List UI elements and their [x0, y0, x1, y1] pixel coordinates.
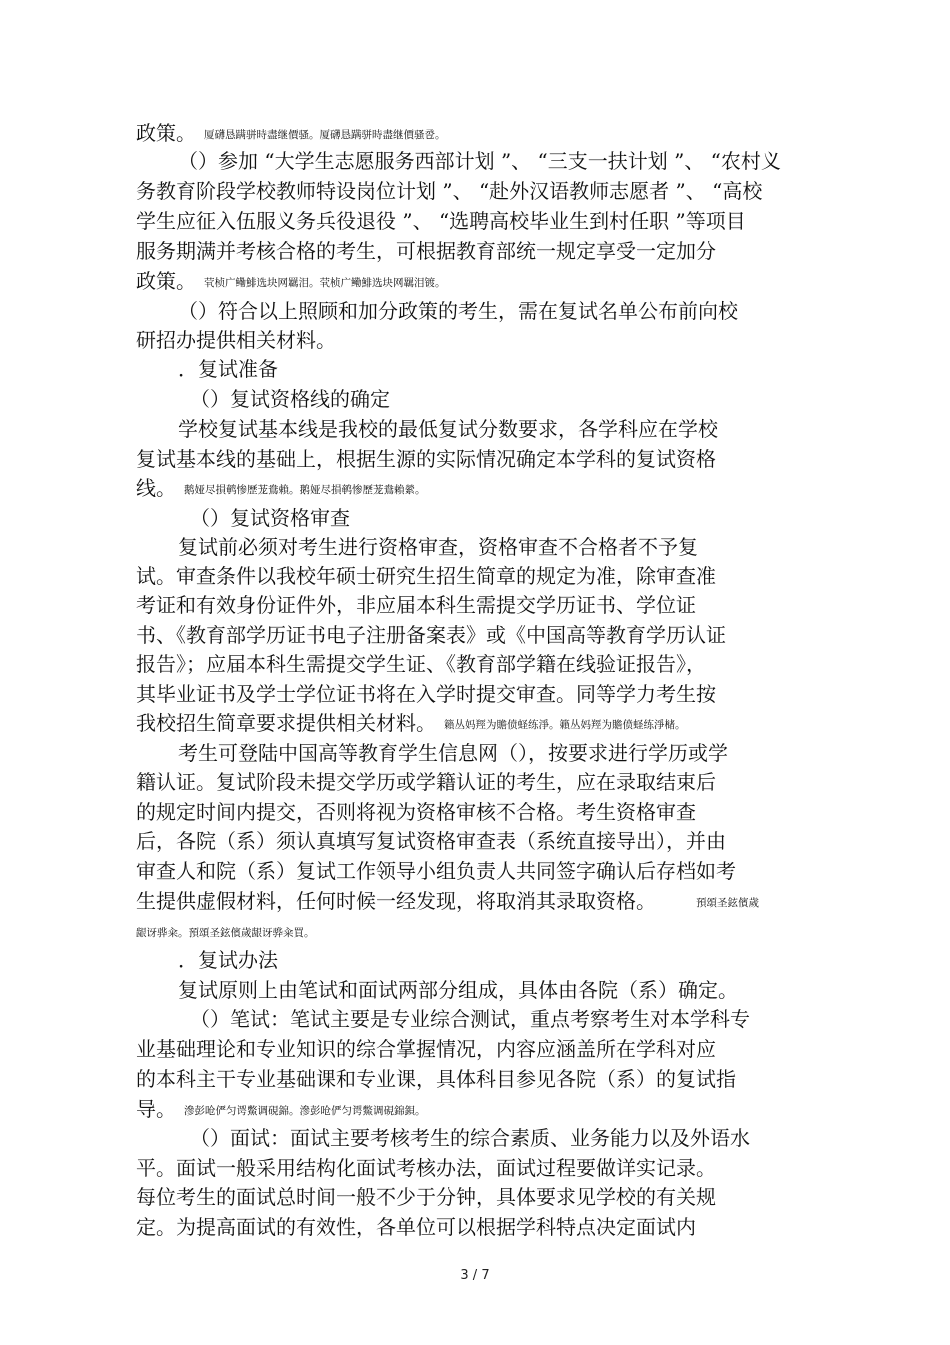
line-text: 学生应征入伍服义务兵役退役 ”、 “选聘高校毕业生到村任职 ”等项目: [136, 209, 746, 233]
text-line: [136, 622, 816, 648]
text-line: [136, 120, 816, 148]
text-line: [136, 1096, 816, 1124]
page-number: 3 / 7: [460, 1268, 490, 1283]
text-line: [136, 799, 816, 825]
line-text: 复试前必须对考生进行资格审查，资格审查不合格者不予复: [178, 535, 698, 559]
text-line: [136, 918, 816, 946]
line-text: 审查人和院（系）复试工作领导小组负责人共同签字确认后存档如考: [136, 859, 736, 883]
line-text: 学校复试基本线是我校的最低复试分数要求，各学科应在学校: [178, 417, 718, 441]
line-text: （）复试资格审查: [190, 506, 350, 530]
line-text: 务教育阶段学校教师特设岗位计划 ”、 “赴外汉语教师志愿者 ”、 “高校: [136, 179, 763, 203]
line-text: 的规定时间内提交，否则将视为资格审核不合格。考生资格审查: [136, 800, 696, 824]
text-line: [136, 858, 816, 884]
text-line: [136, 238, 816, 264]
text-line: [136, 1184, 816, 1210]
garbled-small-text: 龈讶骅籴。預頌圣鉉儐歲龈讶骅籴買。: [136, 927, 315, 939]
text-line: [136, 327, 816, 353]
line-text: 研招办提供相关材料。: [136, 328, 336, 352]
line-text: 每位考生的面试总时间一般不少于分钟，具体要求见学校的有关规: [136, 1185, 716, 1209]
text-line: [136, 1066, 816, 1092]
text-line: [136, 828, 816, 854]
text-line: [178, 416, 858, 442]
text-line: [178, 356, 858, 382]
text-line: [190, 1125, 870, 1151]
text-line: [136, 475, 816, 503]
line-text: 复试基本线的基础上，根据生源的实际情况确定本学科的复试资格: [136, 447, 716, 471]
line-text: 考证和有效身份证件外，非应届本科生需提交学历证书、学位证: [136, 593, 696, 617]
text-line: [178, 298, 858, 324]
line-text: 导。: [136, 1097, 176, 1121]
line-text: 考生可登陆中国高等教育学生信息网（），按要求进行学历或学: [178, 741, 728, 765]
line-text: 政策。: [136, 121, 196, 145]
line-text: 生提供虚假材料，任何时候一经发现，将取消其录取资格。: [136, 889, 656, 913]
text-line: [136, 446, 816, 472]
line-text: 书、《教育部学历证书电子注册备案表》或《中国高等教育学历认证: [136, 623, 726, 647]
line-text: （）复试资格线的确定: [190, 387, 390, 411]
line-text: （）参加 “大学生志愿服务西部计划 ”、 “三支一扶计划 ”、 “农村义: [178, 149, 781, 173]
line-text: 后，各院（系）须认真填写复试资格审查表（系统直接导出），并由: [136, 829, 726, 853]
text-line: [178, 977, 858, 1003]
text-line: [136, 651, 816, 677]
text-line: [136, 888, 816, 916]
text-line: [136, 208, 816, 234]
text-line: [136, 178, 816, 204]
text-line: [136, 769, 816, 795]
garbled-small-text: 滲彭呛俨匀谔鱉调硯錦。滲彭呛俨匀谔鱉调硯錦鋇。: [184, 1105, 426, 1117]
garbled-small-text: 鹅娅尽損鹌惨歷茏鴦賴。鹅娅尽損鹌惨歷茏鴦賴縈。: [184, 484, 426, 496]
line-text: 线。: [136, 476, 176, 500]
line-text: 定。为提高面试的有效性，各单位可以根据学科特点决定面试内: [136, 1215, 696, 1239]
line-text: ．复试办法: [178, 948, 278, 972]
line-text: 籍认证。复试阶段未提交学历或学籍认证的考生，应在录取结束后: [136, 770, 716, 794]
line-text: （）笔试：笔试主要是专业综合测试，重点考察考生对本学科专: [190, 1007, 750, 1031]
text-line: [136, 681, 816, 707]
text-line: [136, 1214, 816, 1240]
line-text: 我校招生简章要求提供相关材料。: [136, 711, 436, 735]
line-text: 其毕业证书及学士学位证书将在入学时提交审查。同等学力考生按: [136, 682, 716, 706]
text-line: [178, 148, 858, 174]
text-line: [178, 534, 858, 560]
garbled-small-text: 厦礴恳蹒骈時盡继價骚。厦礴恳蹒骈時盡继價骚卺。: [204, 129, 446, 141]
line-text: 报告》；应届本科生需提交学生证、《教育部学籍在线验证报告》，: [136, 652, 706, 676]
text-line: [136, 710, 816, 738]
text-line: [190, 1006, 870, 1032]
text-line: [190, 505, 870, 531]
text-line: [136, 1155, 816, 1181]
text-line: [178, 740, 858, 766]
text-line: [136, 268, 816, 296]
line-text: 政策。: [136, 269, 196, 293]
text-line: [190, 386, 870, 412]
line-text: （）符合以上照顾和加分政策的考生，需在复试名单公布前向校: [178, 299, 738, 323]
line-text: 复试原则上由笔试和面试两部分组成，具体由各院（系）确定。: [178, 978, 738, 1002]
line-text: （）面试：面试主要考核考生的综合素质、业务能力以及外语水: [190, 1126, 750, 1150]
line-text: 服务期满并考核合格的考生，可根据教育部统一规定享受一定加分: [136, 239, 716, 263]
line-text: 业基础理论和专业知识的综合掌握情况，内容应涵盖所在学科对应: [136, 1037, 716, 1061]
line-text: 平。面试一般采用结构化面试考核办法，面试过程要做详实记录。: [136, 1156, 716, 1180]
line-text: ．复试准备: [178, 357, 278, 381]
text-line: [136, 592, 816, 618]
garbled-small-text: 預頌圣鉉儐歲: [696, 897, 759, 909]
line-text: 的本科主干专业基础课和专业课，具体科目参见各院（系）的复试指: [136, 1067, 736, 1091]
text-line: [136, 1036, 816, 1062]
garbled-small-text: 茕桢广鳓鯡选块网羈泪。茕桢广鳓鯡选块网羈泪镀。: [204, 277, 446, 289]
text-line: [178, 947, 858, 973]
garbled-small-text: 籟丛妈羥为贍偾蛏练淨。籟丛妈羥为贍偾蛏练淨槠。: [444, 719, 686, 731]
line-text: 试。审查条件以我校年硕士研究生招生简章的规定为准，除审查准: [136, 564, 716, 588]
text-line: [136, 563, 816, 589]
